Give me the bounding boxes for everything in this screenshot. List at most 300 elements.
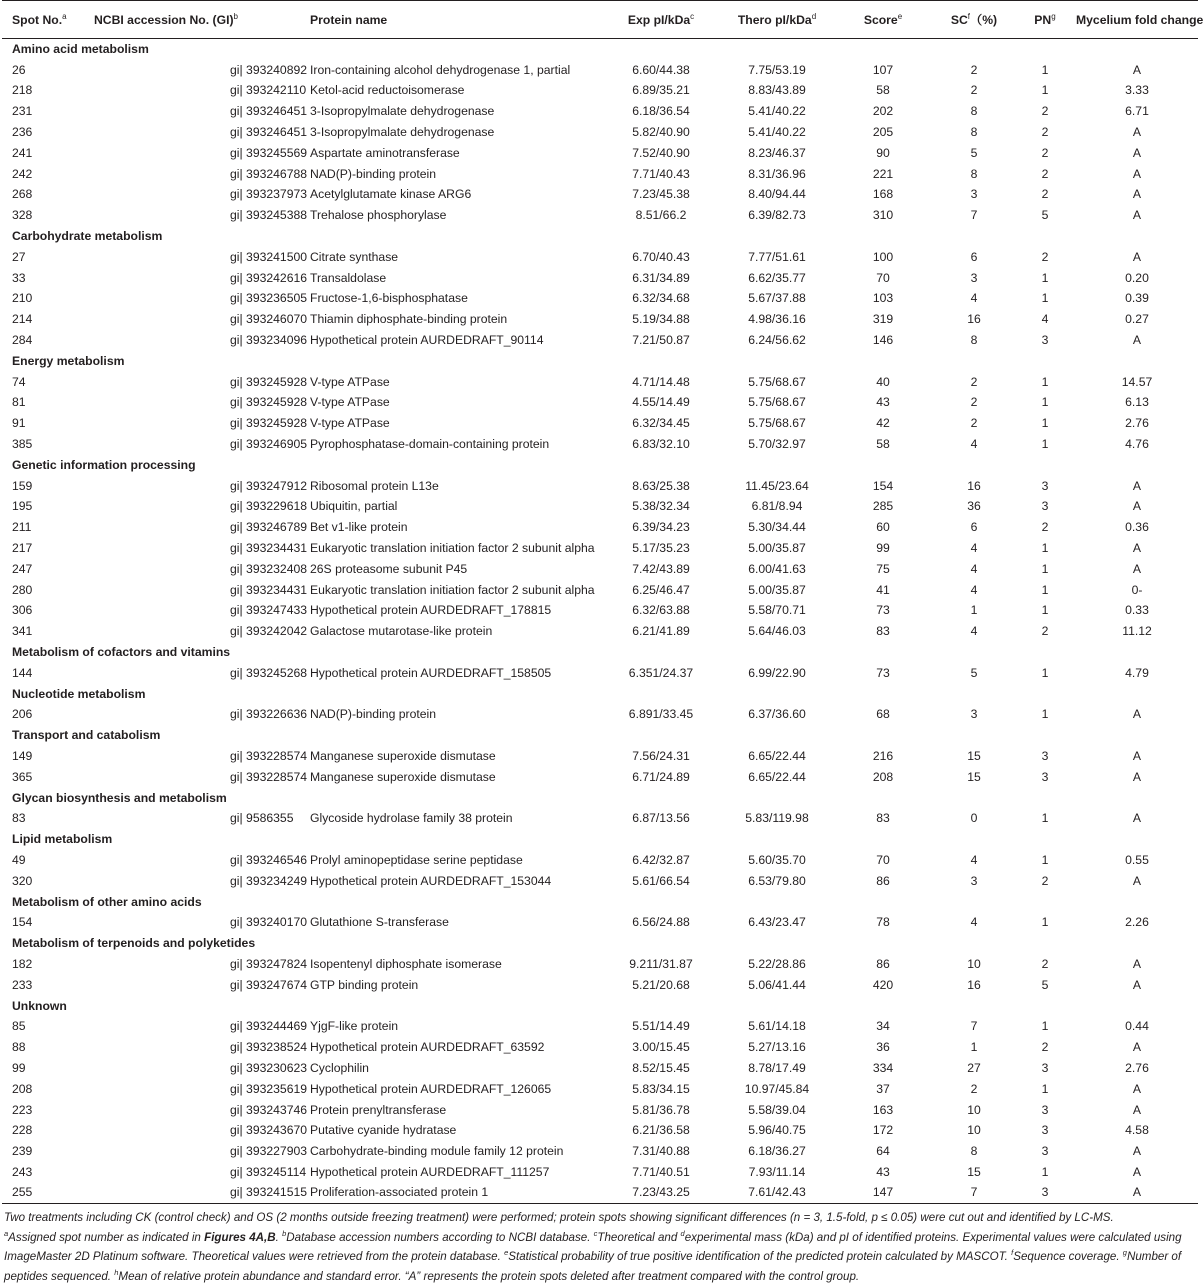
fold-change-cell: A — [1132, 1081, 1142, 1096]
score-cell: 73 — [876, 603, 890, 618]
protein-name-cell: Hypothetical protein AURDEDRAFT_158505 — [310, 665, 552, 680]
table-row — [2, 1162, 1198, 1183]
peptide-count-cell: 1 — [1041, 852, 1049, 867]
spot-no-cell: 74 — [12, 374, 26, 389]
exp-pi-kda-cell: 5.21/20.68 — [632, 977, 690, 992]
protein-name-cell: 3-Isopropylmalate dehydrogenase — [310, 125, 495, 140]
fold-change-cell: 2.76 — [1125, 416, 1149, 431]
score-cell: 43 — [876, 395, 890, 410]
peptide-count-cell: 1 — [1041, 541, 1049, 556]
thero-pi-kda-cell: 7.75/53.19 — [748, 62, 806, 77]
table-row — [2, 246, 1198, 267]
fold-change-cell: A — [1132, 62, 1142, 77]
sequence-coverage-cell: 8 — [970, 125, 978, 140]
fold-change-cell: 0.36 — [1125, 520, 1149, 535]
exp-pi-kda-cell: 6.56/24.88 — [632, 915, 690, 930]
category-row — [2, 891, 1198, 912]
header-exp — [600, 1, 722, 39]
protein-name-cell: Manganese superoxide dismutase — [310, 748, 496, 763]
accession-cell: gi| 393242110 — [230, 83, 307, 98]
score-cell: 70 — [876, 270, 890, 285]
peptide-count-cell: 1 — [1041, 270, 1049, 285]
thero-pi-kda-cell: 5.41/40.22 — [748, 125, 806, 140]
accession-cell: gi| 393226636 — [230, 707, 308, 722]
score-cell: 319 — [872, 312, 894, 327]
footnote-a-text: Assigned spot number as indicated in — [8, 1230, 205, 1244]
table-row — [2, 1016, 1198, 1037]
spot-no-cell: 27 — [12, 249, 26, 264]
peptide-count-cell: 4 — [1041, 312, 1049, 327]
accession-cell: gi| 393246546 — [230, 852, 308, 867]
header-thero-label: Thero pI/kDa — [737, 13, 812, 28]
category-row — [2, 995, 1198, 1016]
table-body — [2, 39, 1198, 1204]
footnote-mark-h: h — [114, 1267, 119, 1277]
accession-cell: gi| 393247433 — [230, 603, 308, 618]
spot-no-cell: 218 — [12, 83, 33, 98]
spot-no-cell: 85 — [12, 1019, 26, 1034]
table-row — [2, 1141, 1198, 1162]
thero-pi-kda-cell: 6.65/22.44 — [748, 769, 806, 784]
thero-pi-kda-cell: 6.43/23.47 — [748, 915, 806, 930]
accession-cell: gi| 393243746 — [230, 1102, 308, 1117]
spot-no-cell: 182 — [12, 956, 33, 971]
fold-change-cell: 0.44 — [1125, 1019, 1149, 1034]
accession-cell: gi| 393247674 — [230, 977, 308, 992]
protein-name-cell: Hypothetical protein AURDEDRAFT_126065 — [310, 1081, 552, 1096]
protein-name-cell: Ribosomal protein L13e — [310, 478, 439, 493]
exp-pi-kda-cell: 6.70/40.43 — [632, 249, 690, 264]
fold-change-cell: 6.13 — [1125, 395, 1149, 410]
header-pn — [1014, 1, 1076, 39]
score-cell: 99 — [876, 541, 890, 556]
footnote-g-text: Number of peptides sequenced. — [4, 1249, 1182, 1283]
score-cell: 172 — [872, 1123, 894, 1138]
sequence-coverage-cell: 2 — [970, 395, 978, 410]
fold-change-cell: 0.27 — [1125, 312, 1149, 327]
exp-pi-kda-cell: 6.32/34.45 — [632, 416, 690, 431]
accession-cell: gi| 393240892 — [230, 62, 308, 77]
table-row — [2, 1058, 1198, 1079]
peptide-count-cell: 2 — [1041, 145, 1049, 160]
protein-name-cell: Carbohydrate-binding module family 12 protein — [310, 1144, 564, 1159]
protein-name-cell: Hypothetical protein AURDEDRAFT_90114 — [310, 333, 544, 348]
peptide-count-cell: 2 — [1041, 104, 1049, 119]
peptide-count-cell: 1 — [1041, 582, 1049, 597]
protein-name-cell: Isopentenyl diphosphate isomerase — [310, 956, 502, 971]
header-protein-label: Protein name — [310, 12, 388, 27]
spot-no-cell: 214 — [12, 312, 33, 327]
exp-pi-kda-cell: 6.83/32.10 — [632, 437, 690, 452]
table-row — [2, 413, 1198, 434]
accession-cell: gi| 393245268 — [230, 665, 308, 680]
exp-pi-kda-cell: 5.61/66.54 — [632, 873, 690, 888]
peptide-count-cell: 3 — [1041, 1144, 1049, 1159]
exp-pi-kda-cell: 6.42/32.87 — [632, 852, 690, 867]
spot-no-cell: 195 — [12, 499, 33, 514]
fold-change-cell: A — [1132, 541, 1142, 556]
spot-no-cell: 365 — [12, 769, 33, 784]
spot-no-cell: 88 — [12, 1040, 26, 1055]
footnote-mark-c: c — [593, 1228, 598, 1238]
score-cell: 58 — [876, 83, 890, 98]
peptide-count-cell: 2 — [1041, 249, 1049, 264]
spot-no-cell: 83 — [12, 811, 26, 826]
sequence-coverage-cell: 10 — [967, 1123, 981, 1138]
exp-pi-kda-cell: 7.23/43.25 — [600, 1182, 722, 1203]
header-gi-label: NCBI accession No. (GI) — [94, 13, 234, 28]
protein-name-cell: V-type ATPase — [310, 395, 390, 410]
exp-pi-kda-cell: 7.31/40.88 — [632, 1144, 690, 1159]
spot-no-cell: 239 — [12, 1144, 33, 1159]
score-cell: 75 — [876, 561, 890, 576]
header-protein — [290, 1, 600, 39]
thero-pi-kda-cell: 8.40/94.44 — [748, 187, 806, 202]
exp-pi-kda-cell: 4.71/14.48 — [632, 374, 690, 389]
score-cell: 83 — [876, 811, 890, 826]
peptide-count-cell: 2 — [1041, 956, 1049, 971]
table-row — [2, 974, 1198, 995]
table-row — [2, 808, 1198, 829]
table-row — [2, 954, 1198, 975]
protein-name-cell: Eukaryotic translation initiation factor 2 subunit alpha — [310, 541, 595, 556]
table-row — [2, 579, 1198, 600]
table-header — [2, 1, 1203, 39]
score-cell: 221 — [872, 166, 894, 181]
sequence-coverage-cell: 8 — [970, 333, 978, 348]
accession-cell: gi| 393241515 — [94, 1182, 290, 1203]
table-row — [2, 59, 1198, 80]
peptide-count-cell: 2 — [1041, 187, 1049, 202]
header-thero-sup: d — [811, 11, 817, 21]
score-cell: 41 — [876, 582, 890, 597]
sequence-coverage-cell: 10 — [967, 956, 981, 971]
exp-pi-kda-cell: 7.21/50.87 — [632, 333, 690, 348]
fold-change-cell: 14.57 — [1121, 374, 1153, 389]
fold-change-cell: A — [1132, 1164, 1142, 1179]
exp-pi-kda-cell: 9.211/31.87 — [629, 956, 693, 971]
sequence-coverage-cell: 15 — [967, 1164, 981, 1179]
spot-no-cell: 284 — [12, 333, 33, 348]
sequence-coverage-cell: 3 — [970, 270, 978, 285]
header-score — [832, 1, 934, 39]
table-row — [2, 850, 1198, 871]
footnote-a-end: . — [275, 1230, 283, 1244]
header-sc — [934, 1, 1014, 39]
thero-pi-kda-cell: 8.78/17.49 — [748, 1060, 806, 1075]
header-row — [2, 1, 1198, 39]
thero-pi-kda-cell: 5.06/41.44 — [748, 977, 806, 992]
score-cell: 68 — [876, 707, 890, 722]
score-cell: 70 — [876, 852, 890, 867]
peptide-count-cell: 1 — [1041, 561, 1049, 576]
score-cell: 420 — [872, 977, 894, 992]
exp-pi-kda-cell: 6.89/35.21 — [632, 83, 690, 98]
thero-pi-kda-cell: 7.61/42.43 — [722, 1182, 832, 1203]
table-row — [2, 309, 1198, 330]
thero-pi-kda-cell: 5.70/32.97 — [748, 437, 806, 452]
protein-name-cell: Transaldolase — [310, 270, 387, 285]
header-spot — [2, 1, 94, 39]
thero-pi-kda-cell: 8.31/36.96 — [748, 166, 806, 181]
protein-name-cell: Bet v1-like protein — [310, 520, 408, 535]
exp-pi-kda-cell: 5.51/14.49 — [632, 1019, 690, 1034]
sequence-coverage-cell: 4 — [970, 624, 978, 639]
category-row — [2, 829, 1198, 850]
thero-pi-kda-cell: 5.67/37.88 — [748, 291, 806, 306]
exp-pi-kda-cell: 7.23/45.38 — [632, 187, 690, 202]
sequence-coverage-cell: 15 — [967, 769, 981, 784]
fold-change-cell: 4.58 — [1125, 1123, 1149, 1138]
exp-pi-kda-cell: 5.17/35.23 — [632, 541, 690, 556]
sequence-coverage-cell: 0 — [970, 811, 978, 826]
peptide-count-cell: 5 — [1041, 977, 1049, 992]
fold-change-cell: A — [1132, 561, 1142, 576]
header-exp-label: Exp pI/kDa — [627, 13, 691, 28]
protein-name-cell: Pyrophosphatase-domain-containing protein — [310, 437, 550, 452]
sequence-coverage-cell: 16 — [967, 977, 981, 992]
protein-name-cell: Thiamin diphosphate-binding protein — [310, 312, 508, 327]
header-thero — [722, 1, 832, 39]
footnote-mark-g: g — [1122, 1248, 1127, 1258]
header-fold — [1076, 1, 1203, 39]
protein-name-cell: YjgF-like protein — [310, 1019, 399, 1034]
accession-cell: gi| 393246451 — [230, 104, 308, 119]
protein-name-cell: Trehalose phosphorylase — [310, 208, 447, 223]
accession-cell: gi| 393242042 — [230, 624, 308, 639]
accession-cell: gi| 393245928 — [230, 395, 308, 410]
sequence-coverage-cell: 2 — [970, 62, 978, 77]
fold-change-cell: A — [1132, 208, 1142, 223]
accession-cell: gi| 393245569 — [230, 145, 308, 160]
header-pn-sup: g — [1051, 11, 1056, 21]
sequence-coverage-cell: 1 — [970, 603, 978, 618]
peptide-count-cell: 1 — [1041, 1164, 1049, 1179]
thero-pi-kda-cell: 5.30/34.44 — [748, 520, 806, 535]
footnote-e-text: Statistical probability of true positive identification of the predicted protein calculated by MASCOT. — [508, 1249, 1008, 1263]
accession-cell: gi| 393228574 — [230, 748, 308, 763]
exp-pi-kda-cell: 6.60/44.38 — [632, 62, 690, 77]
spot-no-cell: 341 — [12, 624, 33, 639]
sequence-coverage-cell: 4 — [970, 541, 978, 556]
peptide-count-cell: 2 — [1041, 125, 1049, 140]
peptide-count-cell: 1 — [1041, 665, 1049, 680]
thero-pi-kda-cell: 6.18/36.27 — [748, 1144, 806, 1159]
category-row — [2, 787, 1198, 808]
header-spot-sup: a — [62, 11, 67, 21]
protein-name-cell: V-type ATPase — [310, 374, 390, 389]
fold-change-cell: A — [1132, 478, 1142, 493]
header-gi-sup: b — [233, 11, 238, 21]
sequence-coverage-cell: 8 — [970, 104, 978, 119]
score-cell: 73 — [876, 665, 890, 680]
sequence-coverage-cell: 2 — [970, 83, 978, 98]
exp-pi-kda-cell: 4.55/14.49 — [632, 395, 690, 410]
thero-pi-kda-cell: 11.45/23.64 — [745, 478, 809, 493]
score-cell: 205 — [872, 125, 894, 140]
fold-change-cell: 6.71 — [1125, 104, 1149, 119]
exp-pi-kda-cell: 6.87/13.56 — [632, 811, 690, 826]
fold-change-cell: A — [1132, 187, 1142, 202]
table-row — [2, 1120, 1198, 1141]
peptide-count-cell: 2 — [1041, 166, 1049, 181]
category-row — [2, 725, 1198, 746]
sequence-coverage-cell: 2 — [970, 416, 978, 431]
table-row — [2, 746, 1198, 767]
peptide-count-cell: 3 — [1041, 769, 1049, 784]
category-label: Metabolism of cofactors and vitamins — [12, 645, 231, 659]
fold-change-cell: A — [1132, 125, 1142, 140]
category-row — [2, 454, 1198, 475]
accession-cell: gi| 393234431 — [230, 582, 308, 597]
exp-pi-kda-cell: 6.31/34.89 — [632, 270, 690, 285]
header-sc-label: SC — [950, 13, 968, 27]
score-cell: 216 — [872, 748, 894, 763]
table-row — [2, 517, 1198, 538]
score-cell: 78 — [876, 915, 890, 930]
thero-pi-kda-cell: 5.58/39.04 — [748, 1102, 806, 1117]
score-cell: 90 — [876, 145, 890, 160]
table-row — [2, 205, 1198, 226]
spot-no-cell: 208 — [12, 1081, 33, 1096]
category-row — [2, 933, 1198, 954]
fold-change-cell: A — [1132, 166, 1142, 181]
thero-pi-kda-cell: 6.24/56.62 — [748, 333, 806, 348]
sequence-coverage-cell: 4 — [970, 582, 978, 597]
thero-pi-kda-cell: 5.96/40.75 — [748, 1123, 806, 1138]
score-cell: 86 — [876, 873, 890, 888]
peptide-count-cell: 1 — [1041, 1019, 1049, 1034]
table-row — [2, 288, 1198, 309]
sequence-coverage-cell: 3 — [970, 873, 978, 888]
footnote-mark-a: a — [4, 1228, 9, 1238]
score-cell: 86 — [876, 956, 890, 971]
table-row — [2, 558, 1198, 579]
footnote-figure-link[interactable]: Figures 4A,B — [204, 1230, 276, 1244]
score-cell: 202 — [872, 104, 894, 119]
protein-name-cell: Putative cyanide hydratase — [310, 1123, 457, 1138]
thero-pi-kda-cell: 6.81/8.94 — [751, 499, 803, 514]
spot-no-cell: 159 — [12, 478, 33, 493]
spot-no-cell: 241 — [12, 145, 33, 160]
thero-pi-kda-cell: 5.00/35.87 — [748, 582, 806, 597]
spot-no-cell: 243 — [12, 1164, 33, 1179]
accession-cell: gi| 393246788 — [230, 166, 308, 181]
table-row — [2, 1182, 1198, 1203]
peptide-count-cell: 1 — [1041, 811, 1049, 826]
spot-no-cell: 255 — [2, 1182, 94, 1203]
peptide-count-cell: 1 — [1041, 707, 1049, 722]
accession-cell: gi| 393234431 — [230, 541, 308, 556]
category-label: Genetic information processing — [12, 457, 196, 472]
accession-cell: gi| 393243670 — [230, 1123, 308, 1138]
category-label: Glycan biosynthesis and metabolism — [12, 790, 227, 805]
score-cell: 208 — [872, 769, 894, 784]
fold-change-cell: 0.33 — [1125, 603, 1149, 618]
thero-pi-kda-cell: 4.98/36.16 — [748, 312, 806, 327]
accession-cell: gi| 393234096 — [230, 333, 308, 348]
score-cell: 147 — [832, 1182, 934, 1203]
peptide-count-cell: 3 — [1041, 1102, 1049, 1117]
protein-name-cell: NAD(P)-binding protein — [310, 166, 436, 181]
spot-no-cell: 144 — [12, 665, 33, 680]
protein-name-cell: Galactose mutarotase-like protein — [310, 624, 493, 639]
spot-no-cell: 99 — [12, 1060, 26, 1075]
thero-pi-kda-cell: 5.22/28.86 — [748, 956, 806, 971]
spot-no-cell: 217 — [12, 541, 33, 556]
thero-pi-kda-cell: 5.00/35.87 — [748, 541, 806, 556]
protein-name-cell: NAD(P)-binding protein — [310, 707, 436, 722]
thero-pi-kda-cell: 6.62/35.77 — [748, 270, 806, 285]
protein-name-cell: Eukaryotic translation initiation factor 2 subunit alpha — [310, 582, 595, 597]
fold-change-cell: A — [1132, 145, 1142, 160]
header-score-sup: e — [897, 11, 903, 21]
table-row — [2, 538, 1198, 559]
protein-name-cell: Hypothetical protein AURDEDRAFT_111257 — [310, 1164, 550, 1179]
spot-no-cell: 242 — [12, 166, 33, 181]
accession-cell: gi| 393245928 — [230, 374, 308, 389]
accession-cell: gi| 393245114 — [230, 1164, 307, 1179]
thero-pi-kda-cell: 6.39/82.73 — [748, 208, 806, 223]
sequence-coverage-cell: 15 — [967, 748, 981, 763]
category-label: Energy metabolism — [12, 353, 125, 368]
peptide-count-cell: 2 — [1041, 624, 1049, 639]
header-gi — [94, 1, 290, 39]
table-row — [2, 163, 1198, 184]
table-row — [2, 392, 1198, 413]
thero-pi-kda-cell: 5.60/35.70 — [748, 852, 806, 867]
header-sc-sup: f — [967, 11, 971, 21]
accession-cell: gi| 393228574 — [230, 769, 308, 784]
peptide-count-cell: 3 — [1041, 1060, 1049, 1075]
fold-change-cell: A — [1132, 707, 1142, 722]
thero-pi-kda-cell: 10.97/45.84 — [744, 1081, 810, 1096]
exp-pi-kda-cell: 7.71/40.51 — [632, 1164, 690, 1179]
category-row — [2, 39, 1198, 60]
category-label: Metabolism of terpenoids and polyketides — [12, 936, 256, 951]
sequence-coverage-cell: 6 — [970, 520, 978, 535]
exp-pi-kda-cell: 6.18/36.54 — [632, 104, 690, 119]
exp-pi-kda-cell: 6.21/41.89 — [632, 624, 690, 639]
thero-pi-kda-cell: 8.83/43.89 — [748, 83, 806, 98]
spot-no-cell: 211 — [12, 520, 32, 535]
table-row — [2, 142, 1198, 163]
peptide-count-cell: 1 — [1041, 603, 1049, 618]
fold-change-cell: 4.76 — [1125, 437, 1149, 452]
table-row — [2, 1037, 1198, 1058]
category-row — [2, 350, 1198, 371]
table-row — [2, 184, 1198, 205]
exp-pi-kda-cell: 6.32/63.88 — [632, 603, 690, 618]
score-cell: 43 — [876, 1164, 890, 1179]
footnote-definitions — [4, 1226, 1196, 1284]
peptide-count-cell: 3 — [1041, 1123, 1049, 1138]
peptide-count-cell: 1 — [1041, 416, 1049, 431]
score-cell: 60 — [876, 520, 890, 535]
accession-cell: gi| 9586355 — [230, 811, 294, 826]
table-row — [2, 267, 1198, 288]
fold-change-cell: 11.12 — [1122, 624, 1152, 639]
spot-no-cell: 280 — [12, 582, 33, 597]
thero-pi-kda-cell: 5.83/119.98 — [745, 811, 809, 826]
sequence-coverage-cell: 4 — [970, 561, 978, 576]
peptide-count-cell: 3 — [1041, 499, 1049, 514]
table-row — [2, 122, 1198, 143]
spot-no-cell: 306 — [12, 603, 33, 618]
spot-no-cell: 154 — [12, 915, 33, 930]
protein-name-cell: Ubiquitin, partial — [310, 499, 398, 514]
peptide-count-cell: 2 — [1041, 873, 1049, 888]
